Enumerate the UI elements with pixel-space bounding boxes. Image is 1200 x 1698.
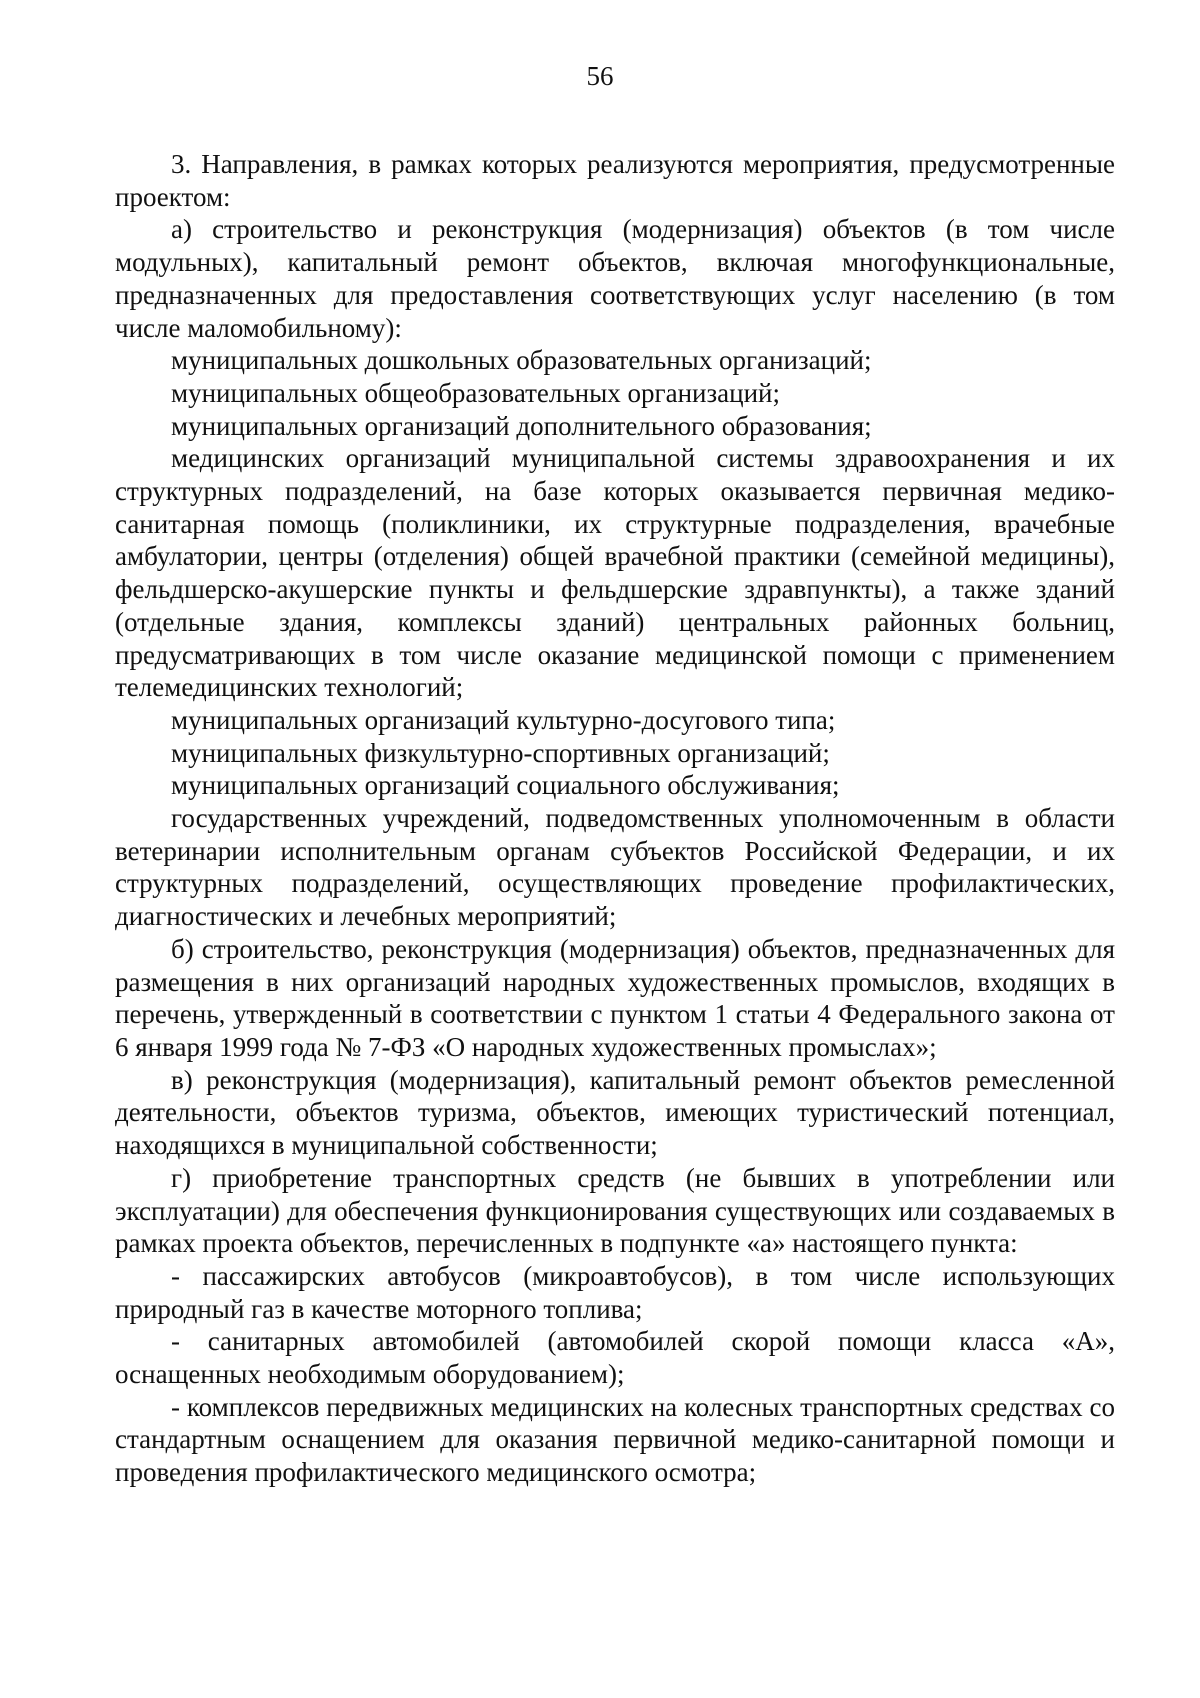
paragraph-buses: - пассажирских автобусов (микроавтобусов), в том числе использующих природный газ в качестве моторного топлива; [115,1260,1115,1324]
paragraph-item-g: г) приобретение транспортных средств (не бывших в употреблении или эксплуатации) для обеспечения функционирования существующих или создаваемых в рамках проекта объектов, перечисленных в подпункте «а» настоящего пункта: [115,1162,1115,1259]
paragraph-social: муниципальных организаций социального обслуживания; [171,770,840,801]
paragraph-medical: медицинских организаций муниципальной системы здравоохранения и их структурных подразделений, на базе которых оказывается первичная медико-санитарная помощь (поликлиники, их структурные подразделения, врачебные амбулатории, центры (отделения) общей врачебной практики (семейной медицины), фельдшерско-акушерские пункты и фельдшерские здравпункты), а также зданий (отдельные здания, комплексы зданий) центральных районных больниц, предусматривающих в том числе оказание медицинской помощи с применением телемедицинских технологий; [115,443,1115,703]
paragraph-additional-education: муниципальных организаций дополнительного образования; [171,410,872,441]
paragraph-preschool: муниципальных дошкольных образовательных организаций; [171,345,872,376]
paragraph-veterinary: государственных учреждений, подведомственных уполномоченным в области ветеринарии исполнительным органам субъектов Российской Федерации, и их структурных подразделений, осуществляющих проведение профилактических, диагностических и лечебных мероприятий; [115,803,1115,932]
paragraph-item-v: в) реконструкция (модернизация), капитальный ремонт объектов ремесленной деятельности, объектов туризма, объектов, имеющих туристический потенциал, находящихся в муниципальной собственности; [115,1064,1115,1161]
paragraph-item-b: б) строительство, реконструкция (модернизация) объектов, предназначенных для размещения в них организаций народных художественных промыслов, входящих в перечень, утвержденный в соответствии с пунктом 1 статьи 4 Федерального закона от 6 января 1999 года № 7-ФЗ «О народных художественных промыслах»; [115,933,1115,1062]
paragraph-general-education: муниципальных общеобразовательных организаций; [171,377,780,408]
document-body [115,148,1115,1489]
paragraph-directions-intro: 3. Направления, в рамках которых реализуются мероприятия, предусмотренные проектом: [115,149,1115,212]
paragraph-sports: муниципальных физкультурно-спортивных организаций; [171,737,830,768]
paragraph-item-a: а) строительство и реконструкция (модернизация) объектов (в том числе модульных), капитальный ремонт объектов, включая многофункциональные, предназначенных для предоставления соответствующих услуг населению (в том числе маломобильному): [115,214,1115,343]
paragraph-cultural: муниципальных организаций культурно-досугового типа; [171,704,836,735]
paragraph-ambulances: - санитарных автомобилей (автомобилей скорой помощи класса «А», оснащенных необходимым оборудованием); [115,1326,1115,1390]
page-number: 56 [586,61,614,91]
paragraph-mobile-medical: - комплексов передвижных медицинских на колесных транспортных средствах со стандартным оснащением для оказания первичной медико-санитарной помощи и проведения профилактического медицинского осмотра; [115,1391,1115,1488]
